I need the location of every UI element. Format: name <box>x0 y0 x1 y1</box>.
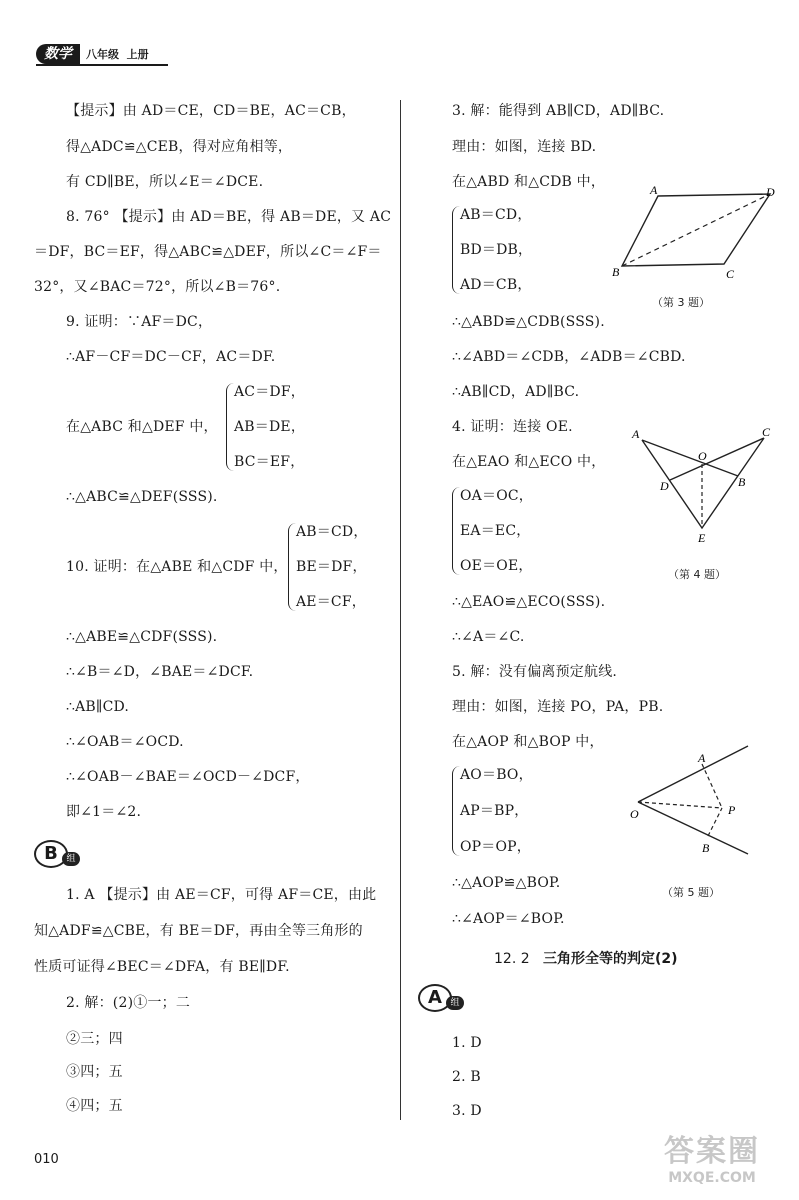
label-o: O <box>698 449 707 463</box>
group-b-badge <box>34 840 82 870</box>
section-heading <box>494 948 678 968</box>
page-header <box>36 44 168 66</box>
q4-intro: 在△EAO 和△ECO 中， <box>452 454 606 470</box>
label-a: A <box>632 427 640 441</box>
hint7-line3: 有 CD∥BE，所以∠E＝∠DCE. <box>66 174 264 190</box>
label-b: B <box>612 265 620 279</box>
q10-c2: ∴∠B＝∠D，∠BAE＝∠DCF. <box>66 664 254 680</box>
q3-c1: ∴△ABD≌△CDB(SSS). <box>452 314 605 330</box>
figure-q5-svg <box>624 740 784 860</box>
q4-cond3: OE＝OE， <box>460 558 533 574</box>
q10-c1: ∴△ABE≌△CDF(SSS). <box>66 629 218 645</box>
q3-line1: 3. 解：能得到 AB∥CD，AD∥BC. <box>452 103 665 119</box>
figure-q3-caption: （第 3 题） <box>652 296 710 309</box>
q10-cond2: BE＝DF， <box>296 559 367 575</box>
q8-line2: ＝DF，BC＝EF，得△ABC≌△DEF，所以∠C＝∠F＝ <box>34 244 382 260</box>
q3-intro: 在△ABD 和△CDB 中， <box>452 174 606 190</box>
grade-label: 八年级 上册 <box>86 48 149 61</box>
label-p: P <box>728 803 736 817</box>
figure-q3 <box>604 182 784 282</box>
q4-c1: ∴△EAO≌△ECO(SSS). <box>452 594 606 610</box>
q5-line2: 理由：如图，连接 PO，PA，PB. <box>452 699 664 715</box>
answer-3: 3. D <box>452 1103 482 1119</box>
q3-c3: ∴AB∥CD，AD∥BC. <box>452 384 580 400</box>
hint7-line2: 得△ADC≌△CEB，得对应角相等， <box>66 139 293 155</box>
label-d: D <box>766 185 775 199</box>
b2-line4: ④四；五 <box>66 1098 123 1114</box>
q10-c5: ∴∠OAB－∠BAE＝∠OCD－∠DCF， <box>66 769 310 785</box>
ray-oa <box>638 746 748 802</box>
q10-cond3: AE＝CF， <box>296 594 366 610</box>
q9-cond2: AB＝DE， <box>234 419 306 435</box>
b1-line2: 知△ADF≌△CBE，有 BE＝DF，再由全等三角形的 <box>34 923 363 939</box>
segment-bp <box>708 808 722 836</box>
section-number: 12. 2 <box>494 951 530 967</box>
column-divider <box>400 100 401 1120</box>
label-a: A <box>698 751 706 765</box>
q9-conclusion: ∴△ABC≌△DEF(SSS). <box>66 489 218 505</box>
figure-q5 <box>624 740 784 860</box>
figure-q4-svg <box>624 424 784 554</box>
q3-cond1: AB＝CD， <box>460 207 532 223</box>
label-c: C <box>726 267 735 281</box>
segment-ap <box>702 764 722 808</box>
group-a-badge <box>418 984 466 1014</box>
q3-c2: ∴∠ABD＝∠CDB，∠ADB＝∠CBD. <box>452 349 686 365</box>
q4-cond1: OA＝OC， <box>460 488 533 504</box>
figure-q3-svg <box>604 182 784 282</box>
group-b-tag: 组 <box>62 852 80 866</box>
answer-1: 1. D <box>452 1035 482 1051</box>
q5-cond3: OP＝OP， <box>460 839 531 855</box>
q10-c4: ∴∠OAB＝∠OCD. <box>66 734 184 750</box>
figure-q5-caption: （第 5 题） <box>662 886 720 899</box>
label-d: D <box>660 479 669 493</box>
b2-line3: ③四；五 <box>66 1064 123 1080</box>
watermark <box>637 1126 787 1186</box>
q5-c1: ∴△AOP≌△BOP. <box>452 875 561 891</box>
figure-q4-caption: （第 4 题） <box>668 568 726 581</box>
q9-line2: ∴AF－CF＝DC－CF，AC＝DF. <box>66 349 276 365</box>
q9-line1: 9. 证明：∵AF＝DC， <box>66 314 213 330</box>
watermark-url: MXQE.COM <box>668 1170 756 1186</box>
figure-q4 <box>624 424 784 554</box>
b2-line1: 2. 解：(2)①一；二 <box>66 995 191 1011</box>
label-b: B <box>702 841 710 855</box>
q8-line3: 32°，又∠BAC＝72°，所以∠B＝76°. <box>34 279 281 295</box>
b2-line2: ②三；四 <box>66 1031 123 1047</box>
subject-tab: 数学 <box>36 44 80 64</box>
q3-line2: 理由：如图，连接 BD. <box>452 139 597 155</box>
q4-cond2: EA＝EC， <box>460 523 531 539</box>
q8-line1: 8. 76° 【提示】由 AD＝BE，得 AB＝DE，又 AC <box>66 209 392 225</box>
header-rule <box>36 64 168 66</box>
diagonal-bd <box>622 194 770 266</box>
q10-c6: 即∠1＝∠2. <box>66 804 142 820</box>
answer-2: 2. B <box>452 1069 481 1085</box>
label-a: A <box>650 183 658 197</box>
b1-line1: 1. A 【提示】由 AE＝CF，可得 AF＝CE，由此 <box>66 887 377 903</box>
q3-cond3: AD＝CB， <box>460 277 532 293</box>
label-o: O <box>630 807 639 821</box>
q4-line1: 4. 证明：连接 OE. <box>452 419 573 435</box>
q10-intro: 10. 证明：在△ABE 和△CDF 中， <box>66 559 288 575</box>
b1-line3: 性质可证得∠BEC＝∠DFA，有 BE∥DF. <box>34 959 290 975</box>
group-a-tag: 组 <box>446 996 464 1010</box>
q10-c3: ∴AB∥CD. <box>66 699 130 715</box>
segment-op <box>638 802 722 808</box>
section-title: 三角形全等的判定(2) <box>542 951 678 967</box>
label-b: B <box>738 475 746 489</box>
q9-cond1: AC＝DF， <box>234 384 305 400</box>
q5-c2: ∴∠AOP＝∠BOP. <box>452 911 565 927</box>
label-e: E <box>698 531 706 545</box>
hint7-line1: 【提示】由 AD＝CE，CD＝BE，AC＝CB， <box>66 103 356 119</box>
page-number: 010 <box>34 1152 59 1167</box>
q5-line1: 5. 解：没有偏离预定航线. <box>452 664 618 680</box>
q10-cond1: AB＝CD， <box>296 524 368 540</box>
q3-cond2: BD＝DB， <box>460 242 533 258</box>
watermark-title: 答案圈 <box>664 1134 760 1169</box>
group-b-letter: B <box>34 840 68 868</box>
q9-intro: 在△ABC 和△DEF 中， <box>66 419 218 435</box>
q5-intro: 在△AOP 和△BOP 中， <box>452 734 604 750</box>
q5-cond1: AO＝BO， <box>460 767 533 783</box>
group-a-letter: A <box>418 984 452 1012</box>
q4-c2: ∴∠A＝∠C. <box>452 629 525 645</box>
label-c: C <box>762 425 771 439</box>
q5-cond2: AP＝BP， <box>460 803 529 819</box>
q9-cond3: BC＝EF， <box>234 454 305 470</box>
